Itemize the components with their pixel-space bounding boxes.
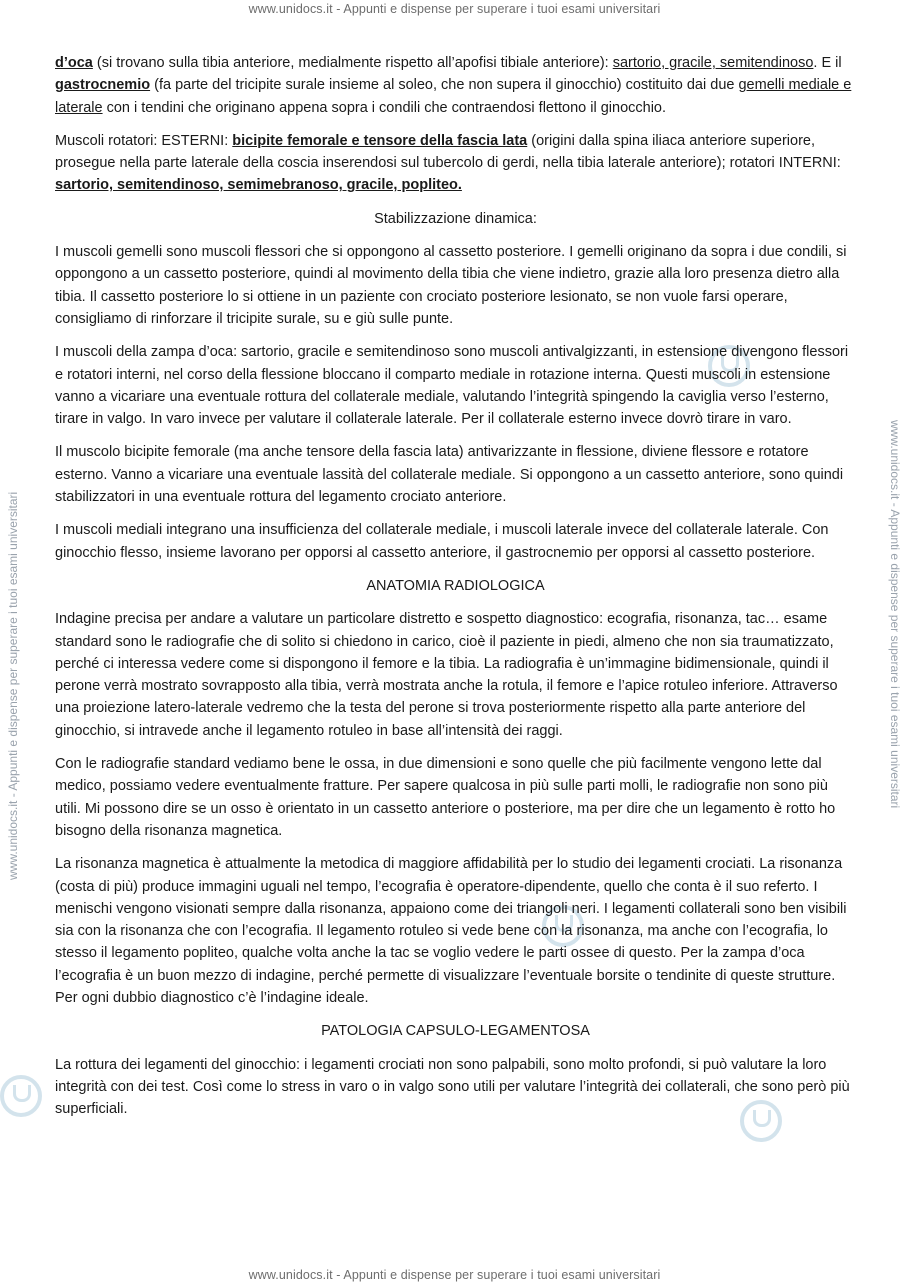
unidocs-logo-watermark <box>0 1075 42 1117</box>
paragraph: I muscoli della zampa d’oca: sartorio, gracile e semitendinoso sono muscoli antivalgizzanti, in estensione divengono flessori e rotatori interni, nel corso della flessione bloccano il comparto mediale in rotazione interna. Questi muscoli in estensione vanno a vicariare una eventuale rottura del collaterale mediale, valutando l’integrità spingendo la caviglia verso l’esterno, tirare in valgo. In varo invece per valutare il collaterale laterale. Per il collaterale esterno invece dovrò tirare in varo. <box>55 344 849 428</box>
footer-banner: www.unidocs.it - Appunti e dispense per superare i tuoi esami universitari <box>248 1268 661 1282</box>
section-heading: PATOLOGIA CAPSULO-LEGAMENTOSA <box>321 1023 590 1040</box>
term: sartorio, semitendinoso, semimebranoso, gracile, popliteo. <box>55 177 462 194</box>
paragraph: Muscoli rotatori: ESTERNI: bicipite femorale e tensore della fascia lata (origini dalla spina iliaca anteriore superiore, prosegue nella parte laterale della coscia inserendosi sul tubercolo di gerdi, nella tibia laterale anteriore); rotatori INTERNI: sartorio, semitendinoso, semimebranoso, gracile, popliteo. <box>55 132 841 194</box>
header-banner: www.unidocs.it - Appunti e dispense per superare i tuoi esami universitari <box>248 2 661 16</box>
term: gemelli mediale e laterale <box>55 77 852 116</box>
term: bicipite femorale e tensore della fascia lata <box>232 132 528 149</box>
paragraph: Indagine precisa per andare a valutare un particolare distretto e sospetto diagnostico: ecografia, risonanza, tac… esame standard sono le radiografie che di solito si chiedono in carico, cioè il paziente in piedi, almeno che non sia traumatizzato, perché ci interessa vedere come si dispongono il femore e la tibia. La radiografia è un’immagine bidimensionale, quindi il perone verrà mostrato sovrapposto alla tibia, verrà mostrata anche la rotula, il femore e l’apice rotuleo inferiore. Attraverso una proiezione latero-laterale vedremo che la testa del perone si trova posteriormente rispetto alla parte anteriore del ginocchio, si intravede anche il legamento rotuleo in base all’intensità dei raggi. <box>55 611 838 739</box>
paragraph: La rottura dei legamenti del ginocchio: i legamenti crociati non sono palpabili, sono molto profondi, si può valutare la loro integrità con dei test. Così come lo stress in varo o in valgo sono utili per valutare l’integrità dei collaterali, che sono però più superficiali. <box>55 1056 850 1118</box>
section-heading: ANATOMIA RADIOLOGICA <box>366 577 545 594</box>
paragraph: d’oca (si trovano sulla tibia anteriore, medialmente rispetto all’apofisi tibiale anteriore): sartorio, gracile, semitendinoso. E il gastrocnemio (fa parte del tricipite surale insieme al soleo, che non supera il ginocchio) costituito dai due gemelli mediale e laterale con i tendini che originano appena sopra i condili che contraendosi flettono il ginocchio. <box>55 55 852 116</box>
term: gastrocnemio <box>55 77 151 94</box>
paragraph: Il muscolo bicipite femorale (ma anche tensore della fascia lata) antivarizzante in flessione, diviene flessore e rotatore esterno. Vanno a vicariare una eventuale lassità del collaterale mediale. Si oppongono a un cassetto anteriore, sono quindi stabilizzatori in una eventuale rottura del legamento crociato anteriore. <box>55 444 844 506</box>
side-watermark-left: www.unidocs.it - Appunti e dispense per superare i tuoi esami universitari <box>6 491 20 880</box>
term: d’oca <box>55 55 93 71</box>
term: sartorio, gracile, semitendinoso <box>612 55 814 71</box>
paragraph: I muscoli gemelli sono muscoli flessori che si oppongono al cassetto posteriore. I gemelli originano da sopra i due condili, si oppongono a un cassetto posteriore, quindi al movimento della tibia che viene indietro, grazie alla loro presenza dietro alla tibia. Il cassetto posteriore lo si ottiene in un paziente con crociato posteriore lesionato, se non vuole farsi operare, consigliamo di rinforzare il tricipite surale, su e giù sulle punte. <box>55 244 847 327</box>
side-watermark-right: www.unidocs.it - Appunti e dispense per superare i tuoi esami universitari <box>888 420 902 809</box>
section-heading: Stabilizzazione dinamica: <box>374 210 537 227</box>
document-body <box>55 52 856 1131</box>
paragraph: La risonanza magnetica è attualmente la metodica di maggiore affidabilità per lo studio dei legamenti crociati. La risonanza (costa di più) produce immagini uguali nel tempo, l’ecografia è operatore-dipendente, quello che conta è il suo referto. I menischi vengono visionati sempre dalla risonanza, appaiono come dei triangoli neri. I legamenti collaterali sono ben visibili sia con la risonanza che con l’ecografia. Il legamento rotuleo si vede bene con la risonanza, ma anche con l’ecografia, lo stesso il legamento popliteo, qualche volta anche la tac se voglio vedere le parti ossee di questo. Per la zampa d’oca l’ecografia è un buon mezzo di indagine, perché permette di visualizzare l’eventuale borsite o tendinite di queste strutture. Per ogni dubbio diagnostico c’è l’indagine ideale. <box>55 856 847 1006</box>
term: Muscoli rotatori <box>55 132 154 149</box>
paragraph: Con le radiografie standard vediamo bene le ossa, in due dimensioni e sono quelle che più facilmente vengono lette dal medico, possiamo vedere eventualmente fratture. Per sapere qualcosa in più sulle parti molli, le radiografie non sono più utili. Mi possono dire se un osso è orientato in un cassetto anteriore o posteriore, ma per dire che un legamento è rotto ho bisogno della risonanza magnetica. <box>55 756 836 839</box>
paragraph: I muscoli mediali integrano una insufficienza del collaterale mediale, i muscoli laterale invece del collaterale laterale. Con ginocchio flesso, insieme lavorano per opporsi al cassetto anteriore, il gastrocnemio per opporsi al cassetto posteriore. <box>55 522 829 561</box>
